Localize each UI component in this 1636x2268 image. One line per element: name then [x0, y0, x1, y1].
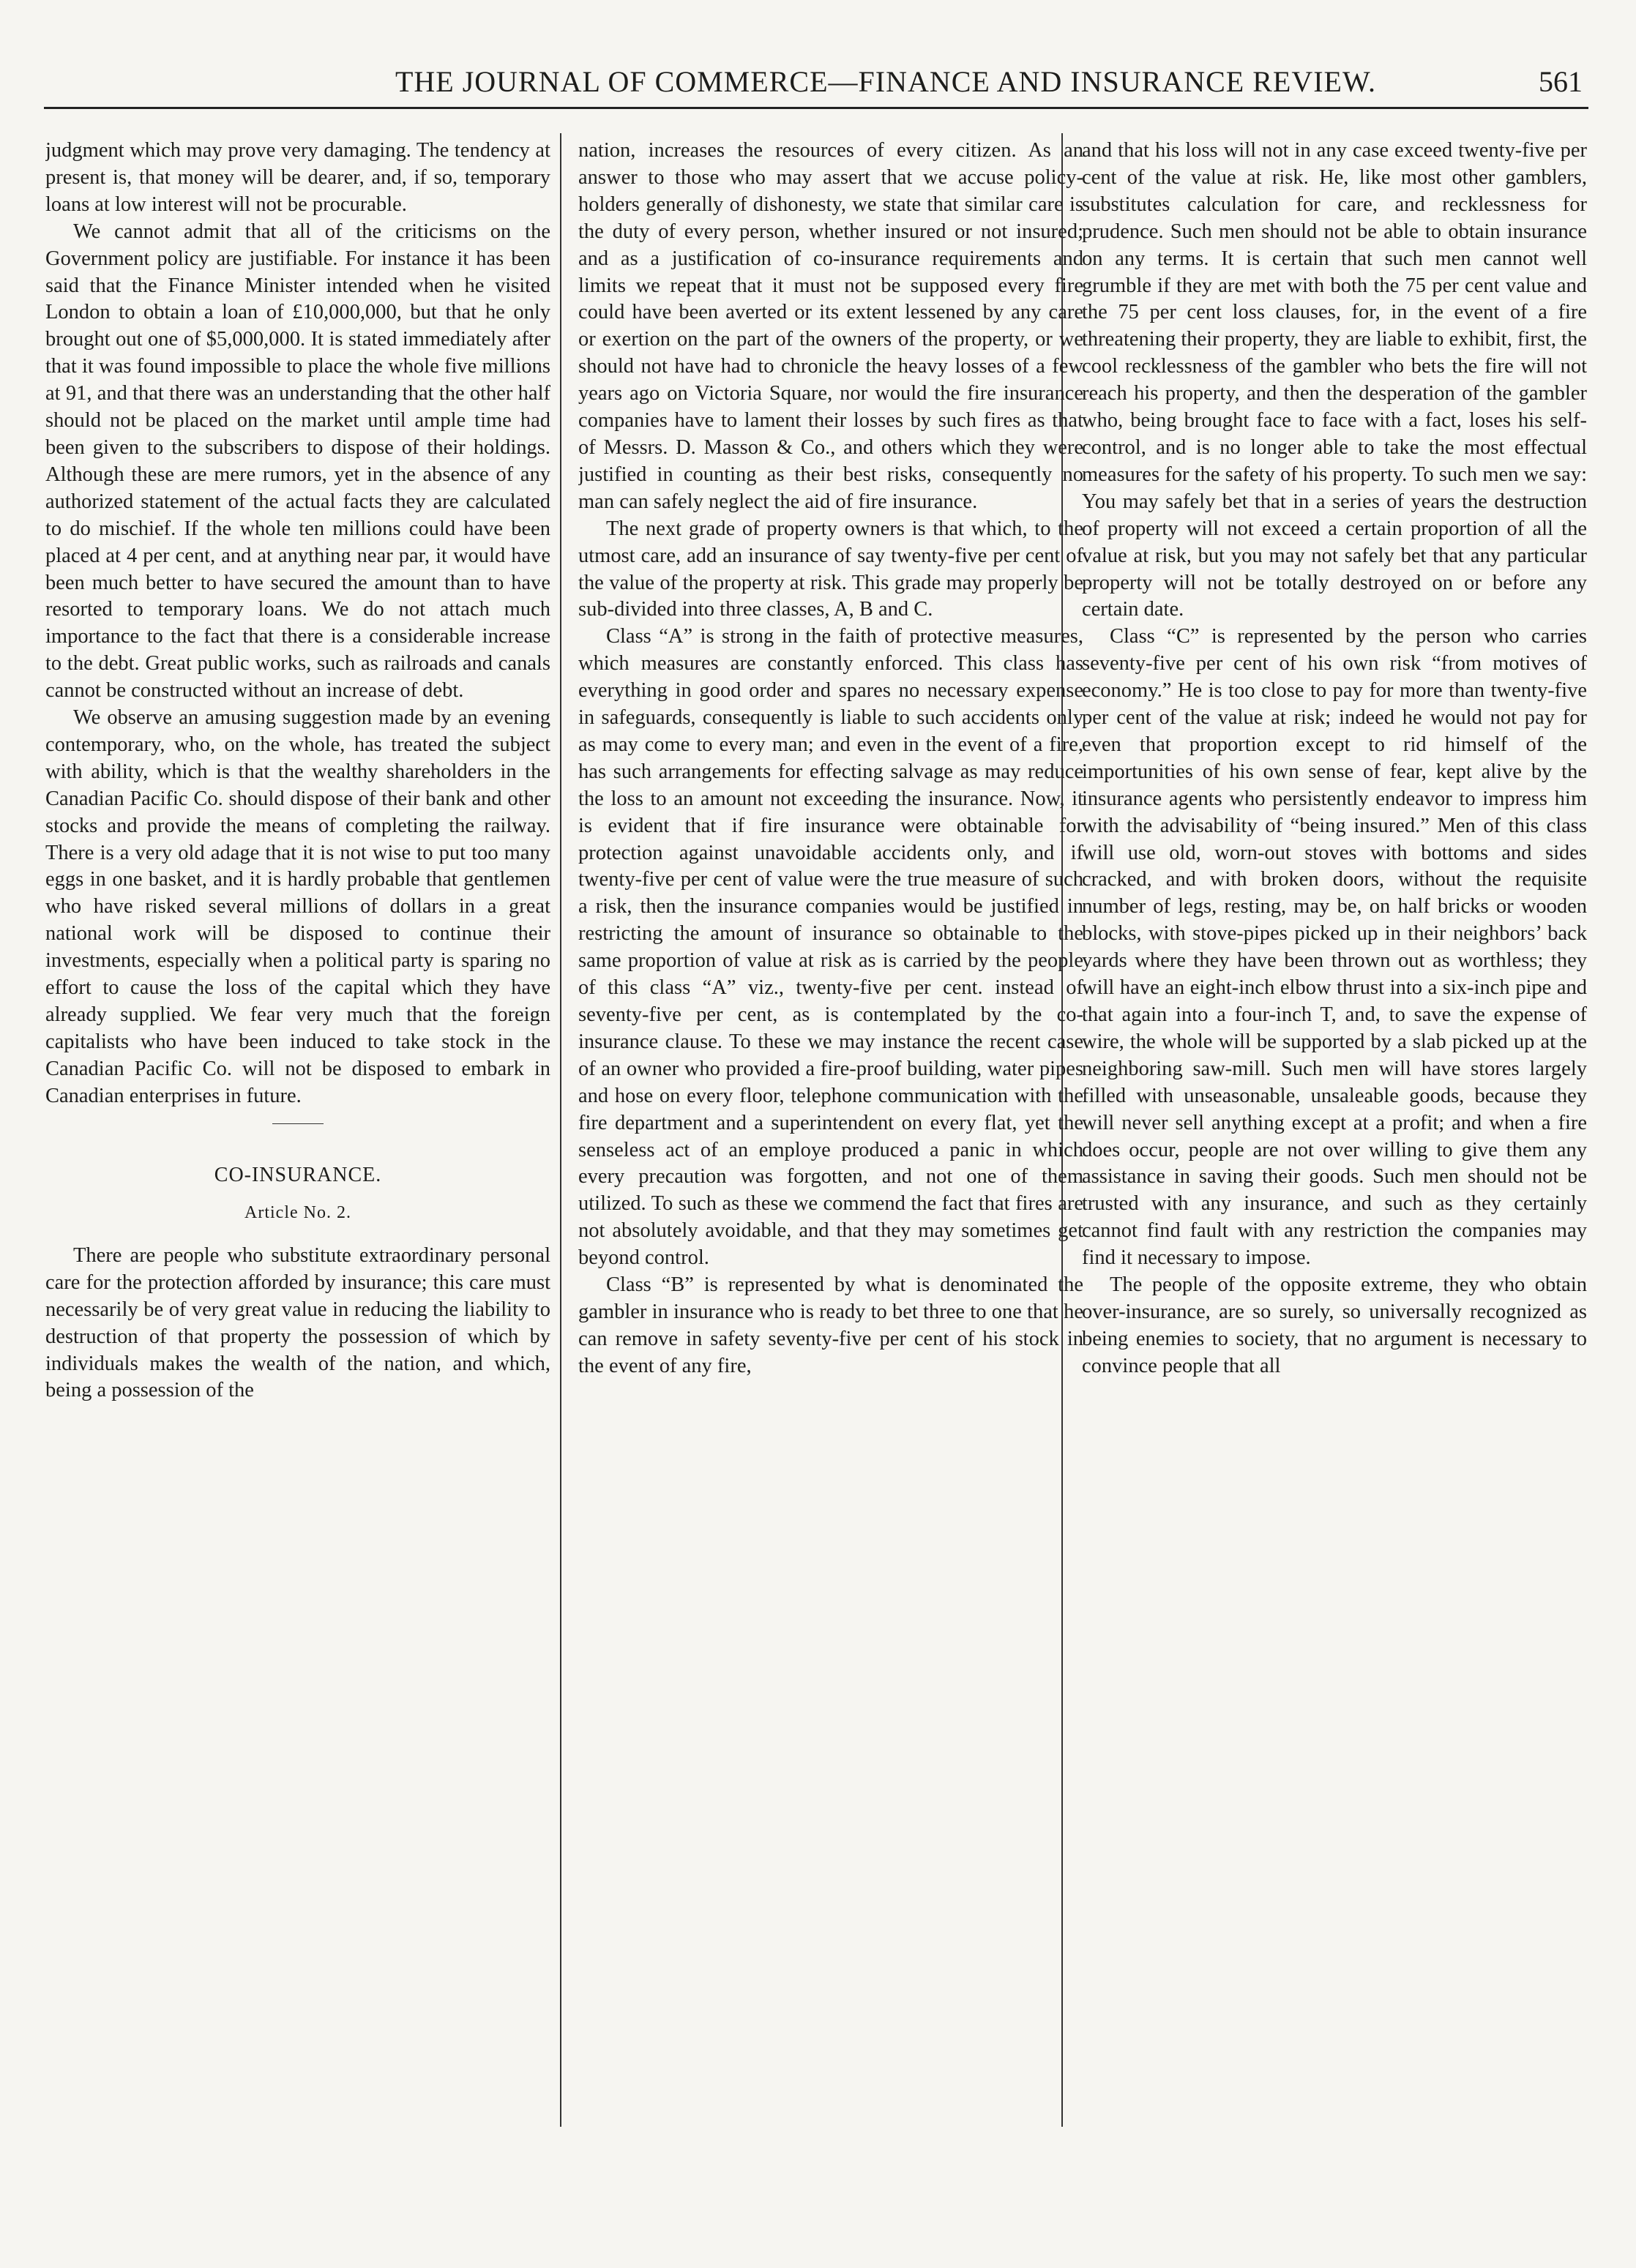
paragraph: judgment which may prove very damaging. The tendency at present is, that money will be dearer, and, if so, temporary loans at low interest will not be procurable. [45, 139, 550, 216]
paragraph: There are people who substitute extraordinary personal care for the protection afforded by insurance; this care must necessarily be of very great value in reducing the liability to destruction of that property the possession of which by individuals makes the wealth of the nation, and which, being a possession of the [45, 1243, 550, 1402]
paragraph: nation, increases the resources of every citizen. As an answer to those who may assert that we accuse policy-holders generally of dishonesty, we state that similar care is the duty of every person, whether insured or not insured; and as a justification of co-insurance requirements and limits we repeat that it must not be supposed every fire could have been averted or its extent lessened by any care or exertion on the part of the owners of the property, or we should not have had to chronicle the heavy losses of a few years ago on Victoria Square, nor would the fire insurance companies have to lament their losses by such fires as that of Messrs. D. Masson & Co., and others which they were justified in counting as their best risks, consequently no man can safely neglect the aid of fire insurance. [578, 139, 1083, 513]
paragraph: Class “B” is represented by what is denominated the gambler in insurance who is ready to bet three to one that he can remove in safety seventy-five per cent of his stock in the event of any fire, [578, 1273, 1083, 1377]
column-2 [578, 138, 1083, 2070]
paragraph: Class “A” is strong in the faith of protective measures, which measures are constantly enforced. This class has everything in good order and spares no necessary expense in safeguards, consequently is liable to such accidents only as may come to every man; and even in the event of a fire, has such arrangements for effecting salvage as may reduce the loss to an amount not exceeding the insurance. Now, it is evident that if fire insurance were obtainable for protection against unavoidable accidents only, and if twenty-five per cent of value were the true measure of such a risk, then the insurance companies would be justified in restricting the amount of insurance so obtainable to the same proportion of value at risk as is carried by the people of this class “A” viz., twenty-five per cent. instead of seventy-five per cent, as is contemplated by the co-insurance clause. To these we may instance the recent case of an owner who provided a fire-proof building, water pipes and hose on every floor, telephone communication with the fire department and a superintendent on every flat, yet the senseless act of an employe produced a panic in which every precaution was forgotten, and not one of them utilized. To such as these we commend the fact that fires are not absolutely avoidable, and that they may sometimes get beyond control. [578, 625, 1083, 1270]
paragraph: Class “C” is represented by the person who carries seventy-five per cent of his own risk “from motives of economy.” He is too close to pay for more than twenty-five per cent of the value at risk; indeed he would not pay for even that proportion except to rid himself of the importunities of his own sense of fear, kept alive by the insurance agents who persistently endeavor to impress him with the advisability of “being insured.” Men of this class will use old, worn-out stoves with bottoms and sides cracked, and with broken doors, without the requisite number of legs, resting, may be, on half bricks or wooden blocks, with stove-pipes picked up in their neighbors’ back yards where they have been thrown out as worthless; they will have an eight-inch elbow thrust into a six-inch pipe and that again into a four-inch T, and, to save the expense of wire, the whole will be supported by a slab picked up at the neighboring saw-mill. Such men will have stores largely filled with unseasonable, unsaleable goods, because they will never sell anything except at a profit; and when a fire does occur, people are not over willing to give them any assistance in saving their goods. Such men should not be trusted with any insurance, and such as they certainly cannot find fault with any restriction the companies may find it necessary to impose. [1082, 625, 1587, 1270]
page-number: 561 [1539, 65, 1583, 98]
paragraph: and that his loss will not in any case exceed twenty-five per cent of the value at risk. He, like most other gamblers, substitutes calculation for care, and recklessness for prudence. Such men should not be able to obtain insurance on any terms. It is certain that such men cannot well grumble if they are met with both the 75 per cent value and the 75 per cent loss clauses, for, in the event of a fire threatening their property, they are liable to exhibit, first, the cool recklessness of the gambler who bets the fire will not reach his property, and then the desperation of the gambler who, being brought face to face with a fact, loses his self-control, and is no longer able to take the most effectual measures for the safety of his property. To such men we say: You may safely bet that in a series of years the destruction of property will not exceed a certain proportion of all the value at risk, but you may not safely bet that any particular property will not be totally destroyed on or before any certain date. [1082, 139, 1587, 621]
paragraph: The people of the opposite extreme, they who obtain over-insurance, are so surely, so universally recognized as being enemies to society, that no argument is necessary to convince people that all [1082, 1273, 1587, 1377]
article-subheading: Article No. 2. [244, 1203, 351, 1223]
page-header [44, 64, 1588, 109]
article-heading: CO-INSURANCE. [214, 1164, 382, 1187]
column-3 [1082, 138, 1587, 2070]
journal-title: THE JOURNAL OF COMMERCE—FINANCE AND INSURANCE REVIEW. [395, 65, 1377, 98]
paragraph: We cannot admit that all of the criticisms on the Government policy are justifiable. For instance it has been said that the Finance Minister intended when he visited London to obtain a loan of £10,000,000, but that he only brought out one of $5,000,000. It is stated immediately after that it was found impossible to place the whole five millions at 91, and that there was an understanding that the other half should not be placed on the market until ample time had been given to the subscribers to dispose of their holdings. Although these are mere rumors, yet in the absence of any authorized statement of the actual facts they are calculated to do mischief. If the whole ten millions could have been placed at 4 per cent, and at anything near par, it would have been much better to have secured the amount than to have resorted to temporary loans. We do not attach much importance to the fact that there is a considerable increase to the debt. Great public works, such as railroads and canals cannot be constructed without an increase of debt. [45, 220, 550, 703]
section-separator [272, 1123, 324, 1125]
paragraph: We observe an amusing suggestion made by an evening contemporary, who, on the whole, has treated the subject with ability, which is that the wealthy shareholders in the Canadian Pacific Co. should dispose of their bank and other stocks and provide the means of completing the railway. There is a very old adage that it is not wise to put too many eggs in one basket, and it is hardly probable that gentlemen who have risked several millions of dollars in a great national work will be disposed to continue their investments, especially when a political party is sparing no effort to cause the loss of the capital which they have already supplied. We fear very much that the foreign capitalists who have been induced to take stock in the Canadian Pacific Co. will not be disposed to embark in Canadian enterprises in future. [45, 706, 550, 1107]
paragraph: The next grade of property owners is that which, to the utmost care, add an insurance of say twenty-five per cent of the value of the property at risk. This grade may properly be sub-divided into three classes, A, B and C. [578, 517, 1083, 621]
column-divider-1 [560, 133, 561, 2127]
column-1 [45, 138, 550, 2070]
